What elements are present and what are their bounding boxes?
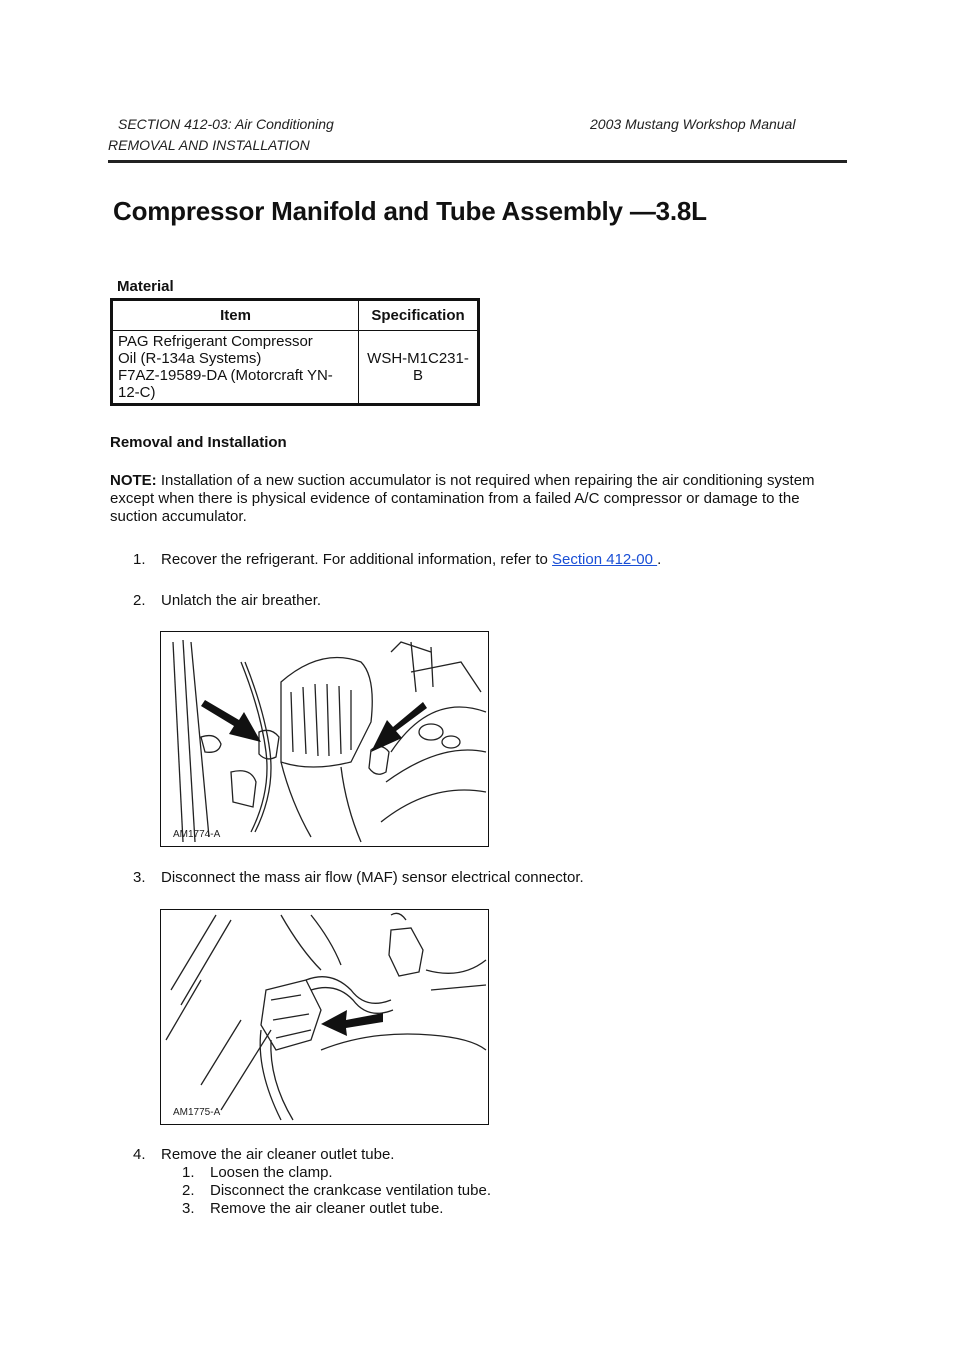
note-label: NOTE: — [110, 472, 157, 489]
material-item-cell — [112, 331, 359, 405]
air-breather-illustration — [161, 632, 488, 846]
substep-text: Loosen the clamp. — [210, 1164, 333, 1181]
material-label: Material — [117, 278, 174, 295]
step-text: Recover the refrigerant. For additional information, refer to — [161, 551, 553, 568]
table-row — [112, 331, 479, 405]
step-number: 3. — [133, 869, 146, 886]
section-subheading: Removal and Installation — [110, 434, 287, 451]
header-divider — [108, 160, 847, 163]
substep-number: 1. — [182, 1164, 195, 1181]
step-4 — [133, 1146, 394, 1164]
step-text: Unlatch the air breather. — [161, 592, 322, 609]
step-2 — [133, 592, 321, 610]
substep-1 — [182, 1164, 333, 1182]
header-section: SECTION 412-03: Air Conditioning — [118, 116, 334, 132]
step-text-end: . — [657, 551, 662, 568]
figure-air-breather — [160, 631, 489, 847]
page-title: Compressor Manifold and Tube Assembly —3.8L — [113, 196, 707, 226]
note-paragraph — [110, 472, 830, 526]
substep-text: Remove the air cleaner outlet tube. — [210, 1200, 444, 1217]
column-header-item: Item — [112, 300, 359, 331]
material-spec-cell — [359, 331, 479, 405]
header-manual-title: 2003 Mustang Workshop Manual — [590, 116, 796, 132]
material-item-line: 12-C) — [118, 384, 156, 401]
note-text: Installation of a new suction accumulator is not required when repairing the air conditioning system except when there is physical evidence of contamination from a failed A/C compressor or damage to the suction accumulator. — [110, 472, 815, 525]
material-item-line: Oil (R-134a Systems) — [118, 350, 262, 367]
material-spec-line: WSH-M1C231- — [367, 350, 469, 367]
step-1 — [133, 551, 661, 569]
material-table — [110, 298, 480, 406]
material-item-line: PAG Refrigerant Compressor — [118, 333, 313, 350]
material-item-line: F7AZ-19589-DA (Motorcraft YN- — [118, 367, 333, 384]
figure-label: AM1775-A — [173, 1107, 221, 1118]
substep-number: 3. — [182, 1200, 195, 1217]
table-header-row — [112, 300, 479, 331]
substep-2 — [182, 1182, 491, 1200]
step-number: 2. — [133, 592, 146, 609]
step-3 — [133, 869, 584, 887]
substep-text: Disconnect the crankcase ventilation tube. — [210, 1182, 491, 1199]
step-text: Remove the air cleaner outlet tube. — [161, 1146, 395, 1163]
maf-connector-illustration — [161, 910, 488, 1124]
material-spec-line: B — [412, 367, 423, 384]
step-text: Disconnect the mass air flow (MAF) sensor electrical connector. — [161, 869, 584, 886]
header-subsection: REMOVAL AND INSTALLATION — [108, 137, 310, 153]
substep-3 — [182, 1200, 443, 1218]
step-number: 4. — [133, 1146, 146, 1163]
figure-label: AM1774-A — [173, 829, 221, 840]
section-412-00-link[interactable]: Section 412-00 — [552, 551, 658, 568]
column-header-specification: Specification — [359, 300, 479, 331]
step-number: 1. — [133, 551, 146, 568]
substep-number: 2. — [182, 1182, 195, 1199]
figure-maf-connector — [160, 909, 489, 1125]
